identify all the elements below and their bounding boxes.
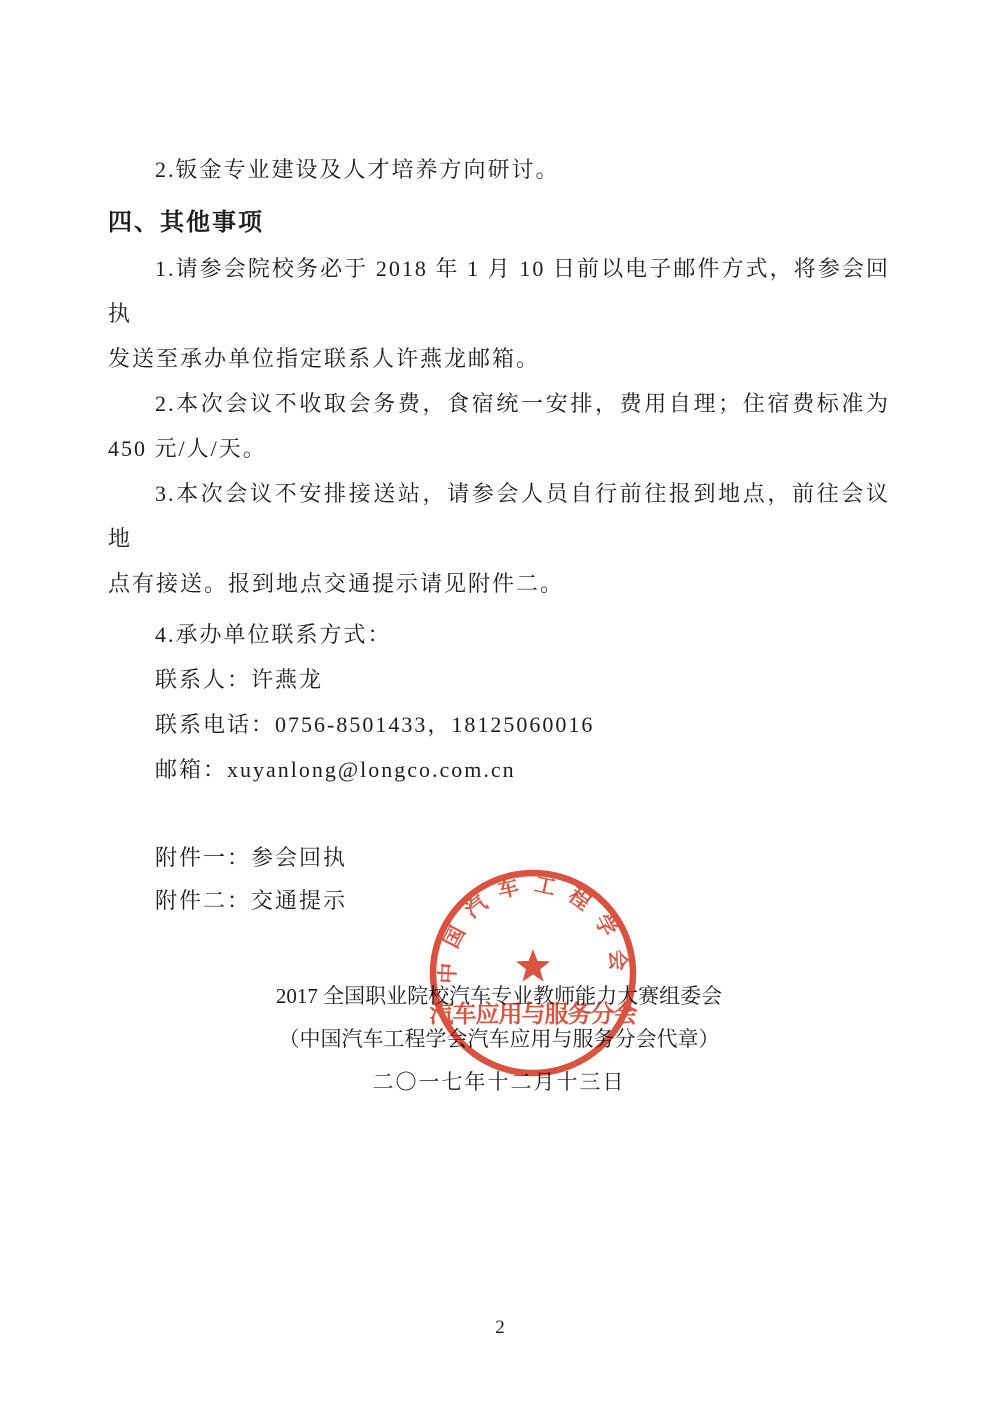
signature-seal-note: （中国汽车工程学会汽车应用与服务分会代章）: [278, 1027, 720, 1051]
attachment-1: 附件一：参会回执: [155, 845, 348, 870]
official-seal: [417, 857, 649, 1089]
page-number: 2: [495, 1317, 505, 1338]
para4-heading: 4.承办单位联系方式：: [155, 622, 392, 647]
attachment-2: 附件二：交通提示: [155, 888, 348, 913]
para2-line2: 450 元/人/天。: [108, 436, 267, 461]
para3-line2: 点有接送。报到地点交通提示请见附件二。: [108, 571, 565, 596]
para1-line1: 1.请参会院校务必于 2018 年 1 月 10 日前以电子邮件方式，将参会回执: [108, 256, 890, 326]
signature-date: 二〇一七年十二月十三日: [372, 1070, 626, 1094]
signature-organization: 2017 全国职业院校汽车专业教师能力大赛组委会: [275, 984, 723, 1008]
seal-bottom-text: 汽车应用与服务分会: [429, 1002, 637, 1028]
seal-star-icon: [516, 949, 550, 982]
contact-email: 邮箱：xuyanlong@longco.com.cn: [155, 757, 516, 782]
contact-phone: 联系电话：0756-8501433，18125060016: [155, 712, 595, 737]
seal-arc-text: 中国汽车工程学会: [435, 871, 631, 985]
section-heading: 四、其他事项: [108, 210, 264, 236]
para2-line1: 2.本次会议不收取会务费，食宿统一安排，费用自理；住宿费标准为: [155, 391, 890, 416]
contact-person: 联系人：许燕龙: [155, 667, 324, 692]
body-line-item2: 2.钣金专业建设及人才培养方向研讨。: [155, 157, 560, 182]
para1-line2: 发送至承办单位指定联系人许燕龙邮箱。: [108, 346, 541, 371]
para3-line1: 3.本次会议不安排接送站，请参会人员自行前往报到地点，前往会议地: [108, 481, 890, 551]
